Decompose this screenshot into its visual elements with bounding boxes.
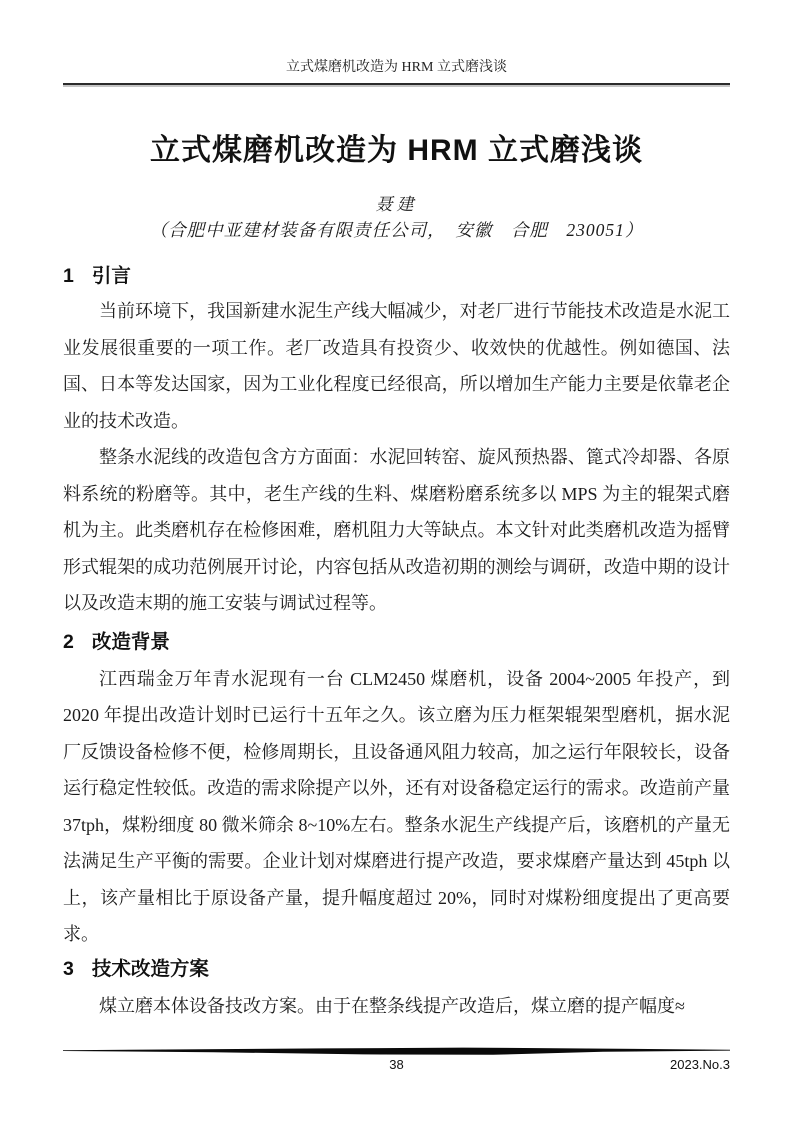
footer-row bbox=[63, 1057, 730, 1073]
section-title: 引言 bbox=[91, 265, 131, 287]
page-footer bbox=[63, 1046, 730, 1073]
section-number: 3 bbox=[63, 957, 74, 980]
footer-divider-bar bbox=[63, 1046, 730, 1056]
journal-issue-label: 2023.No.3 bbox=[670, 1057, 730, 1072]
section-heading-introduction bbox=[63, 263, 730, 289]
paragraph: 整条水泥线的改造包含方方面面：水泥回转窑、旋风预热器、篦式冷却器、各原料系统的粉磨等。其中，老生产线的生料、煤磨粉磨系统多以 MPS 为主的辊架式磨机为主。此类磨机存在检修困难，磨机阻力大等缺点。本文针对此类磨机改造为摇臂形式辊架的成功范例展开讨论，内容包括从改造初期的测绘与调研，改造中期的设计以及改造末期的施工安装与调试过程等。 bbox=[63, 447, 730, 613]
header-rule bbox=[63, 83, 730, 85]
section-title: 改造背景 bbox=[91, 630, 170, 653]
section-number: 2 bbox=[63, 630, 74, 653]
running-header bbox=[63, 0, 730, 76]
paragraph: 煤立磨本体设备技改方案。由于在整条线提产改造后，煤立磨的提产幅度≈ bbox=[99, 995, 685, 1016]
section-title: 技术改造方案 bbox=[91, 957, 209, 980]
paragraph: 当前环境下，我国新建水泥生产线大幅减少，对老厂进行节能技术改造是水泥工业发展很重要的一项工作。老厂改造具有投资少、收效快的优越性。例如德国、法国、日本等发达国家，因为工业化程度已经很高，所以增加生产能力主要是依靠老企业的技术改造。 bbox=[63, 301, 730, 431]
running-header-title: 立式煤磨机改造为 HRM 立式磨浅谈 bbox=[286, 60, 507, 75]
author-name: 聂建 bbox=[375, 195, 418, 214]
page-number: 38 bbox=[389, 1057, 404, 1072]
author-affiliation: （合肥中亚建材装备有限责任公司， 安徽 合肥 230051） bbox=[149, 220, 644, 240]
section-heading-renovation-plan bbox=[63, 956, 730, 982]
section-heading-background bbox=[63, 629, 730, 655]
paragraph: 江西瑞金万年青水泥现有一台 CLM2450 煤磨机，设备 2004~2005 年投产，到 2020 年提出改造计划时已运行十五年之久。该立磨为压力框架辊架型磨机，据水泥厂反馈设备检修不便，检修周期长，且设备通风阻力较高，加之运行年限较长，设备运行稳定性较低。改造的需求除提产以外，还有对设备稳定运行的需求。改造前产量 37tph，煤粉细度 80 微米筛余 8~10%左右。整条水泥生产线提产后，该磨机的产量无法满足生产平衡的需要。企业计划对煤磨进行提产改造，要求煤磨产量达到 45tph 以上，该产量相比于原设备产量，提升幅度超过 20%，同时对煤粉细度提出了更高要求。 bbox=[63, 668, 730, 944]
article-title: 立式煤磨机改造为 HRM 立式磨浅谈 bbox=[150, 134, 643, 167]
section-number: 1 bbox=[63, 265, 74, 287]
page-content bbox=[63, 0, 730, 1024]
